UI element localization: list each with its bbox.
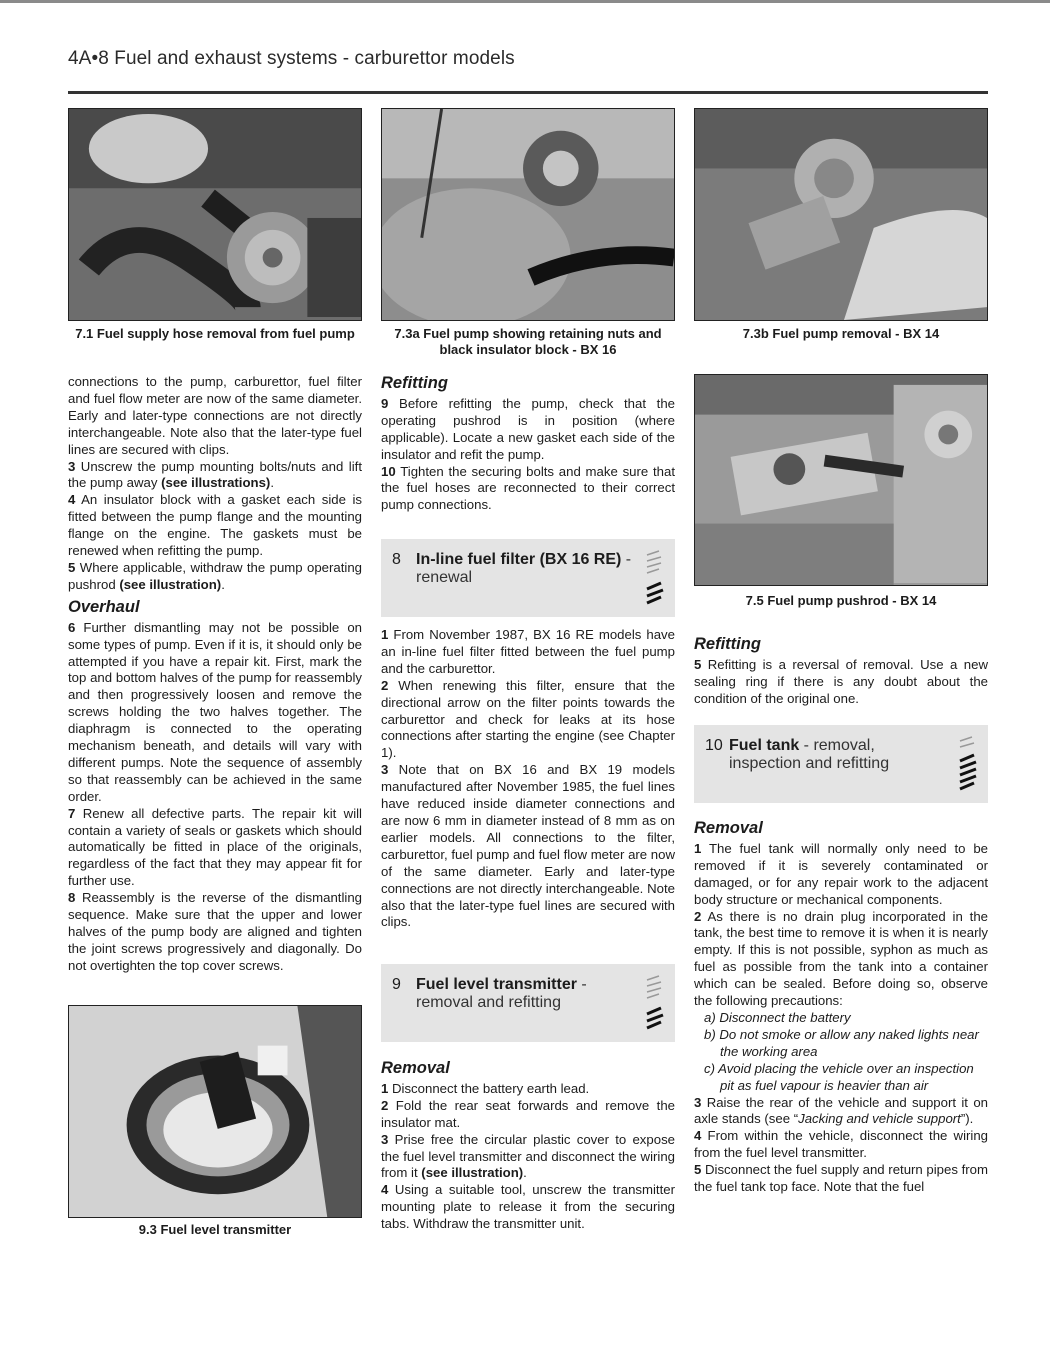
heading-removal: Removal (381, 1059, 450, 1077)
header-rule (68, 91, 988, 94)
section-title: Fuel level transmitter (416, 976, 577, 993)
photo-7-3b (694, 108, 988, 321)
paragraph: 1 From November 1987, BX 16 RE models have an in-line fuel filter fitted between the fuel pump and the carburettor. (381, 627, 675, 676)
difficulty-spanner-icon (643, 974, 669, 1034)
section-number: 10 (705, 737, 723, 754)
section-subtitle: renewal (416, 569, 473, 586)
paragraph: 3 Note that on BX 16 and BX 19 models manufactured after November 1985, the fuel lines have reduced inside diameter connections and are now 6 mm in diameter instead of 8 mm as on earlier models. All connections to the filter, carburettor, fuel pump and fuel flow meter are now of the same diameter. Early and later-type connections are not directly interchangeable. Note also that the later-type fuel lines are secured with clips. (381, 762, 675, 930)
column-3-top (694, 633, 988, 708)
column-1 (68, 374, 362, 975)
section-title: Fuel tank (729, 737, 800, 754)
page-header: 4A•8 Fuel and exhaust systems - carburettor models (68, 48, 515, 69)
section-subtitle: inspection and refitting (729, 755, 890, 772)
section-title: In-line fuel filter (BX 16 RE) (416, 551, 622, 568)
paragraph: 4 From within the vehicle, disconnect the wiring from the fuel level transmitter. (694, 1128, 988, 1161)
photo-7-5 (694, 374, 988, 586)
paragraph: connections to the pump, carburettor, fuel filter and fuel flow meter are now of the same diameter. Early and later-type connections are not directly interchangeable. Note also that the later-type fuel lines are secured with clips. (68, 374, 362, 457)
paragraph: 4 Using a suitable tool, unscrew the transmitter mounting plate to release it from the securing tabs. Withdraw the transmitter unit. (381, 1182, 675, 1232)
paragraph: 3 Unscrew the pump mounting bolts/nuts and lift the pump away (see illustrations). (68, 458, 362, 491)
photo-7-1 (68, 108, 362, 321)
section-number: 9 (392, 976, 401, 993)
paragraph: 10 Tighten the securing bolts and make sure that the fuel hoses are reconnected to their correct pump connections. (381, 463, 675, 513)
column-2-middle (381, 627, 675, 931)
list-item: b) Do not smoke or allow any naked lights near the working area (704, 1026, 979, 1059)
section-number: 8 (392, 551, 401, 568)
paragraph: 2 When renewing this filter, ensure that the directional arrow on the filter points towards the carburettor and check for leaks at its hose connections after starting the engine (see Chapter 1). (381, 677, 675, 761)
paragraph: 1 Disconnect the battery earth lead. (381, 1080, 590, 1096)
section-subtitle: removal and refitting (416, 994, 561, 1011)
photo-7-3a (381, 108, 675, 321)
section-box-8 (381, 539, 675, 617)
paragraph: 5 Disconnect the fuel supply and return pipes from the fuel tank top face. Note that the fuel (694, 1162, 988, 1195)
paragraph: 2 As there is no drain plug incorporated in the tank, the best time to remove it is when it is nearly empty. If this is not possible, syphon as much as fuel as possible from the tank into a container which can be sealed. Before doing so, observe the following precautions: (694, 908, 988, 1009)
caption-7-5: 7.5 Fuel pump pushrod - BX 14 (745, 593, 937, 608)
paragraph: 2 Fold the rear seat forwards and remove the insulator mat. (381, 1097, 675, 1130)
heading-refitting: Refitting (694, 635, 761, 653)
paragraph: 5 Refitting is a reversal of removal. Use a new sealing ring if there is any doubt about the condition of the original one. (694, 656, 988, 706)
paragraph: 7 Renew all defective parts. The repair kit will contain a variety of seals or gaskets which should automatically be fitted in place of the originals, regardless of the fact that they may appear fit for further use. (68, 805, 362, 889)
paragraph: 6 Further dismantling may not be possible on some types of pump. Even if it is, it should only be attempted if you have a repair kit. First, mark the top and bottom halves of the pump for reassembly and then progressively loosen and remove the screws holding the two halves together. The diaphragm is connected to the operating mechanism beneath, and details will vary with different pumps. Note the sequence of assembly so that reassembly can be achieved in the same order. (68, 619, 362, 804)
top-border (0, 0, 1050, 3)
paragraph: 5 Where applicable, withdraw the pump operating pushrod (see illustration). (68, 559, 362, 592)
caption-7-1: 7.1 Fuel supply hose removal from fuel pump (75, 326, 355, 341)
heading-removal: Removal (694, 819, 763, 837)
section-title-rest: - (576, 976, 587, 993)
column-3-bottom (694, 817, 988, 1196)
difficulty-spanner-icon (956, 735, 982, 795)
column-2-bottom (381, 1057, 675, 1233)
paragraph: 3 Raise the rear of the vehicle and support it on axle stands (see “Jacking and vehicle support”). (694, 1094, 988, 1127)
list-item: c) Avoid placing the vehicle over an inspection pit as fuel vapour is heavier than air (704, 1060, 974, 1093)
paragraph: 9 Before refitting the pump, check that the operating pushrod is in position (where applicable). Locate a new gasket each side of the insulator and refit the pump. (381, 395, 675, 462)
paragraph: 4 An insulator block with a gasket each side is fitted between the pump flange and the mounting flange on the engine. The gaskets must be renewed when refitting the pump. (68, 492, 362, 559)
paragraph: 1 The fuel tank will normally only need to be removed if it is severely contaminated or damaged, or for any repair work to the adjacent body structure or mechanical components. (694, 840, 988, 907)
section-box-9 (381, 964, 675, 1042)
caption-7-3b: 7.3b Fuel pump removal - BX 14 (742, 326, 940, 341)
section-title-rest: - (621, 551, 632, 568)
section-box-10 (694, 725, 988, 803)
caption-7-3a: 7.3a Fuel pump showing retaining nuts and black insulator block - BX 16 (394, 326, 662, 357)
section-title-rest: - removal, (799, 737, 875, 754)
list-item: a) Disconnect the battery (704, 1009, 851, 1025)
heading-refitting: Refitting (381, 374, 448, 392)
heading-overhaul: Overhaul (68, 597, 140, 616)
column-2-top (381, 372, 675, 514)
paragraph: 3 Prise free the circular plastic cover to expose the fuel level transmitter and disconnect the wiring from it (see illustration). (381, 1131, 675, 1181)
photo-9-3 (68, 1005, 362, 1218)
paragraph: 8 Reassembly is the reverse of the dismantling sequence. Make sure that the upper and lower halves of the pump body are aligned and tighten the joint screws progressively and diagonally. Do not overtighten the top cover screws. (68, 890, 362, 973)
difficulty-spanner-icon (643, 549, 669, 609)
caption-9-3: 9.3 Fuel level transmitter (138, 1222, 292, 1237)
